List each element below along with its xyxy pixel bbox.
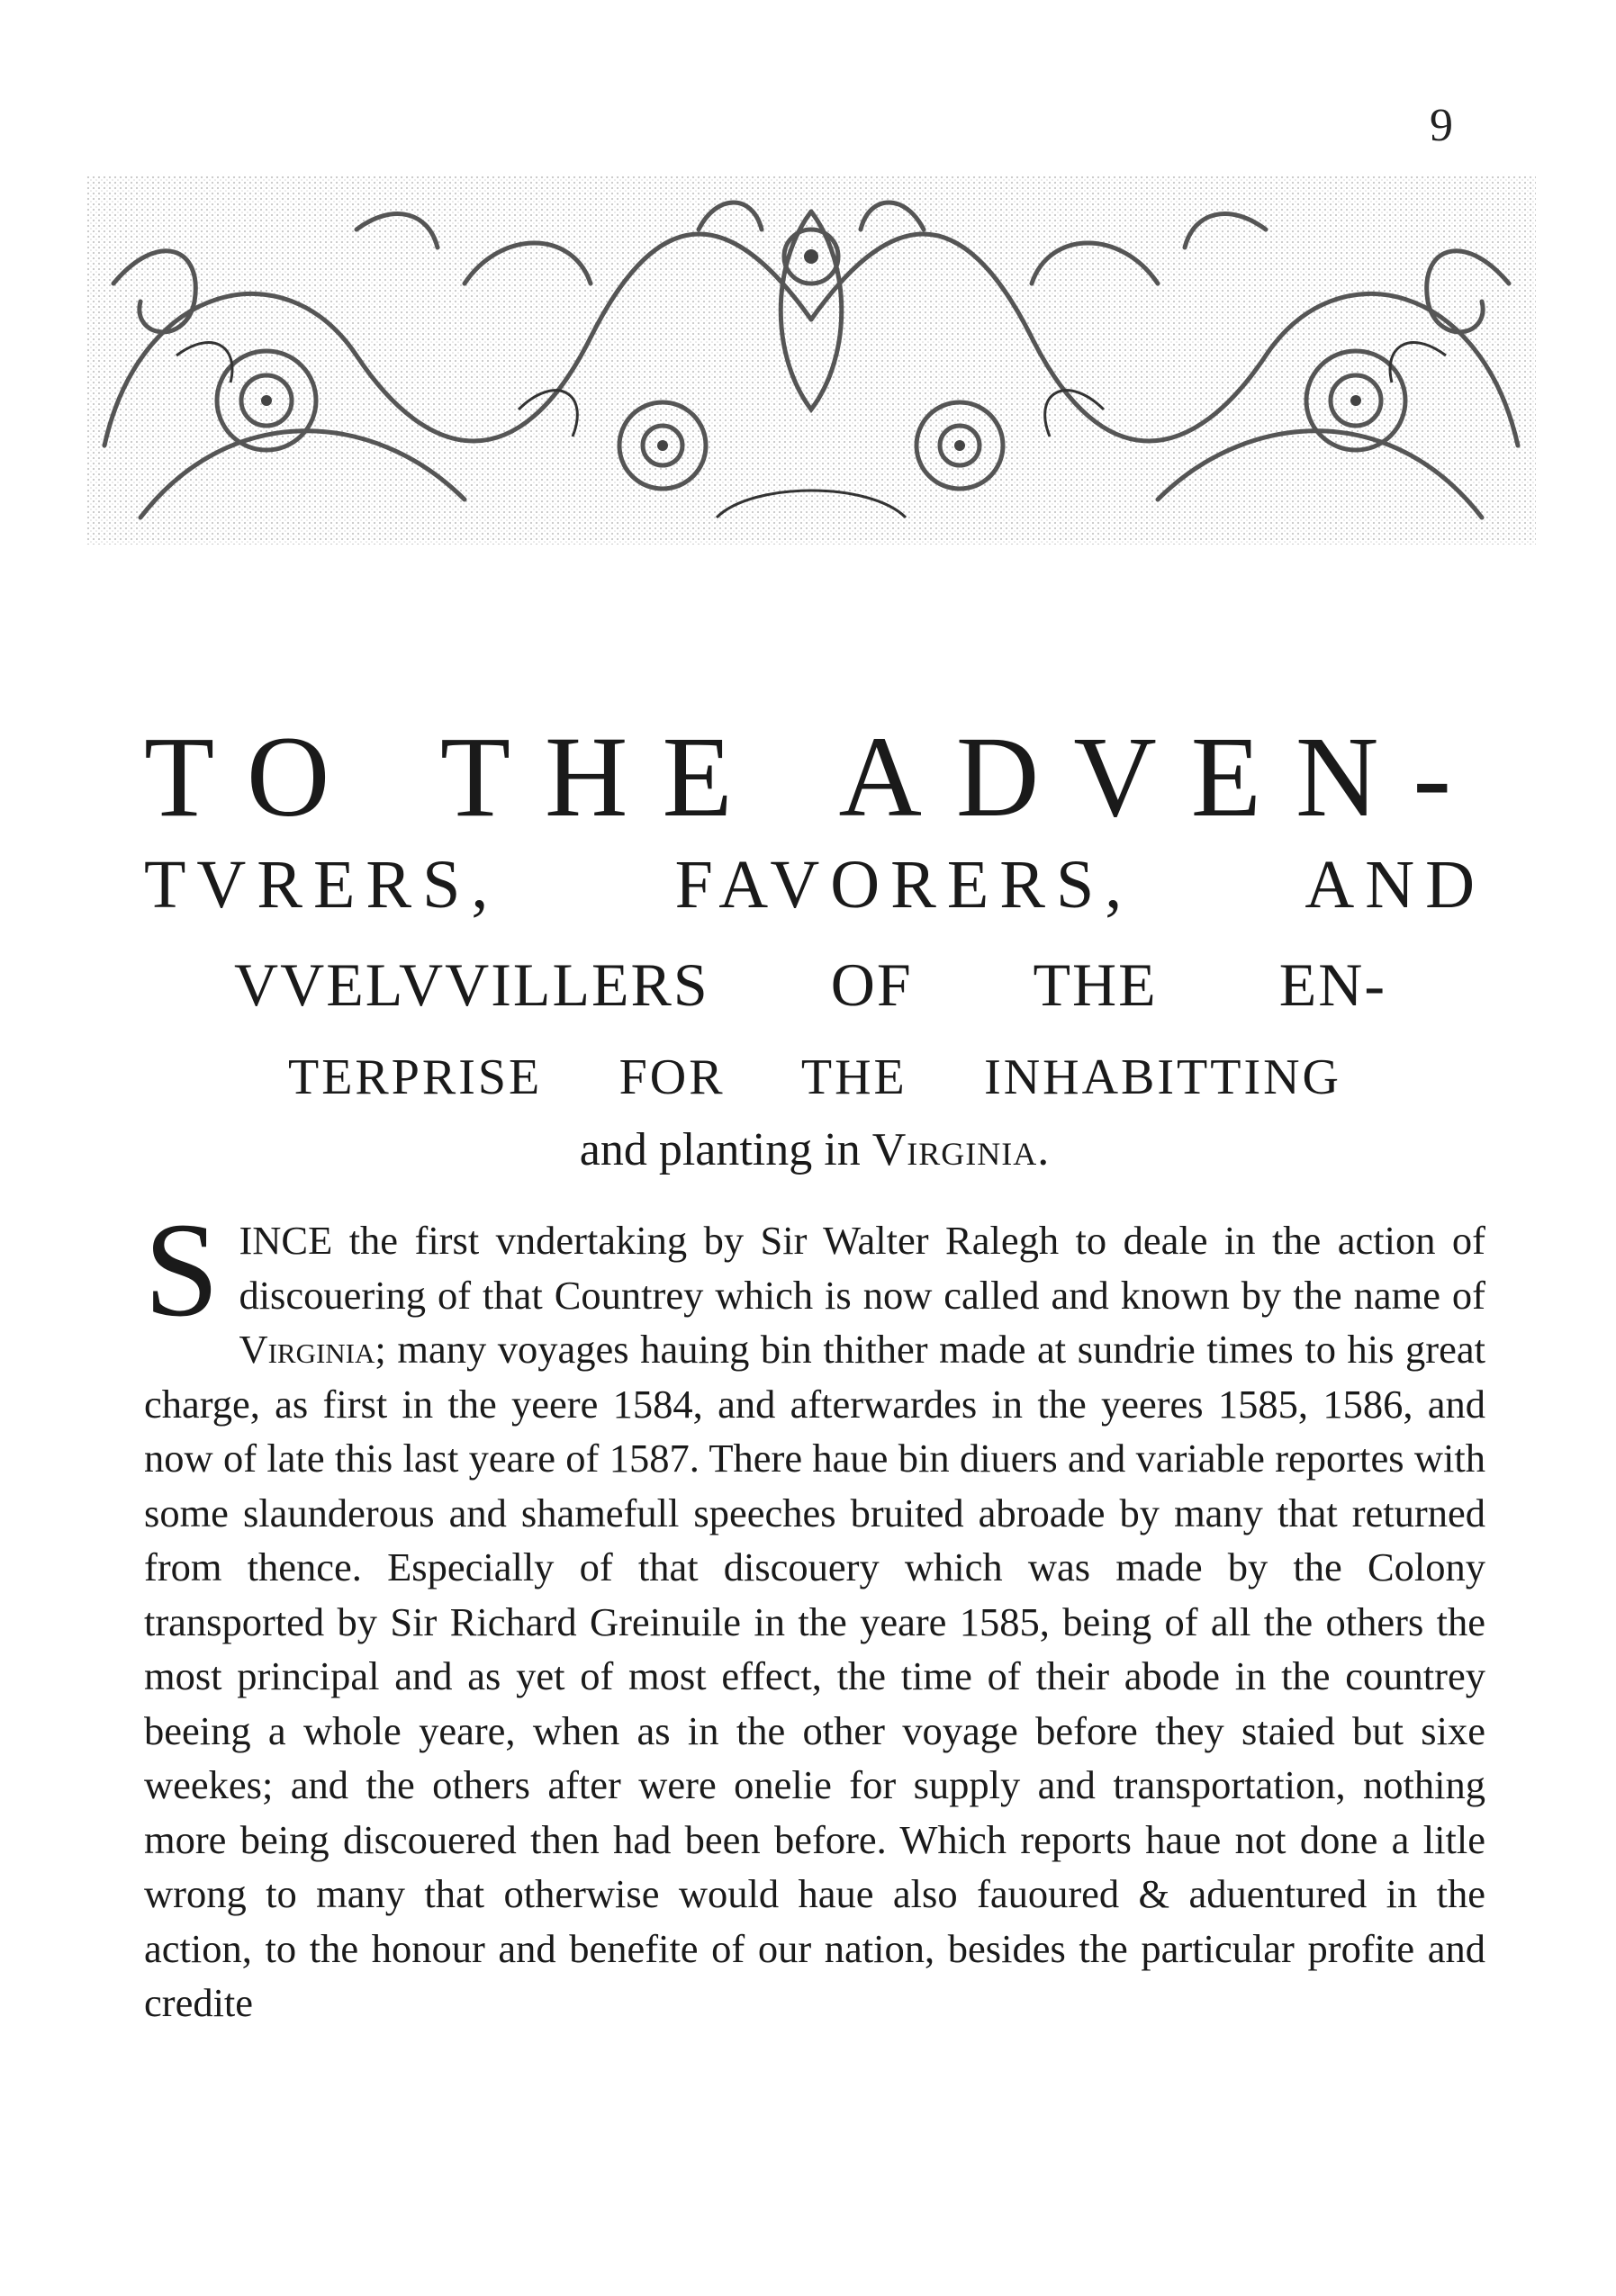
title-line-5 (144, 1123, 1485, 1176)
body-place-name: Virginia (239, 1327, 375, 1372)
drop-cap: S (144, 1195, 220, 1345)
title-line-2: TVRERS, FAVORERS, AND (144, 847, 1485, 923)
title-line-4: TERPRISE FOR THE INHABITTING (288, 1049, 1341, 1105)
title-line-1: TO THE ADVEN- (144, 713, 1485, 841)
body-text-part-2: ; many voyages hauing bin thither made at sundrie times to his great charge, as first in the yeere 1584, and afterwardes in the yeeres 1585, 1586, and now of late this last yeare of 1587. There haue bin diuers and variable reportes with some slaunderous and shamefull speeches bruited abroade by many that returned from thence. Especially of that discouery which was made by the Colony transported by Sir Richard Greinuile in the yeare 1585, being of all the others the most principal and as yet of most effect, the time of their abode in the countrey beeing a whole yeare, when as in the other voyage before they staied but sixe weekes; and the others after were onelie for supply and transportation, nothing more being discouered then had been before. Which reports haue not done a litle wrong to many that otherwise would haue also fauoured & aduentured in the action, to the honour and benefite of our nation, besides the particular profite and credite (144, 1327, 1485, 2025)
page-number: 9 (1430, 100, 1453, 151)
title-line-3: VVELVVILLERS OF THE EN- (234, 950, 1386, 1019)
title-line-5-prefix: and planting in (579, 1124, 872, 1175)
title-place-name: Virginia. (871, 1124, 1051, 1175)
ornamental-headpiece-icon (86, 176, 1536, 545)
body-text-part-1: INCE the first vndertaking by Sir Walter Ralegh to deale in the action of discouering of that Countrey which is now called and known by the name of (239, 1218, 1485, 1318)
body-paragraph (144, 1195, 1485, 2030)
